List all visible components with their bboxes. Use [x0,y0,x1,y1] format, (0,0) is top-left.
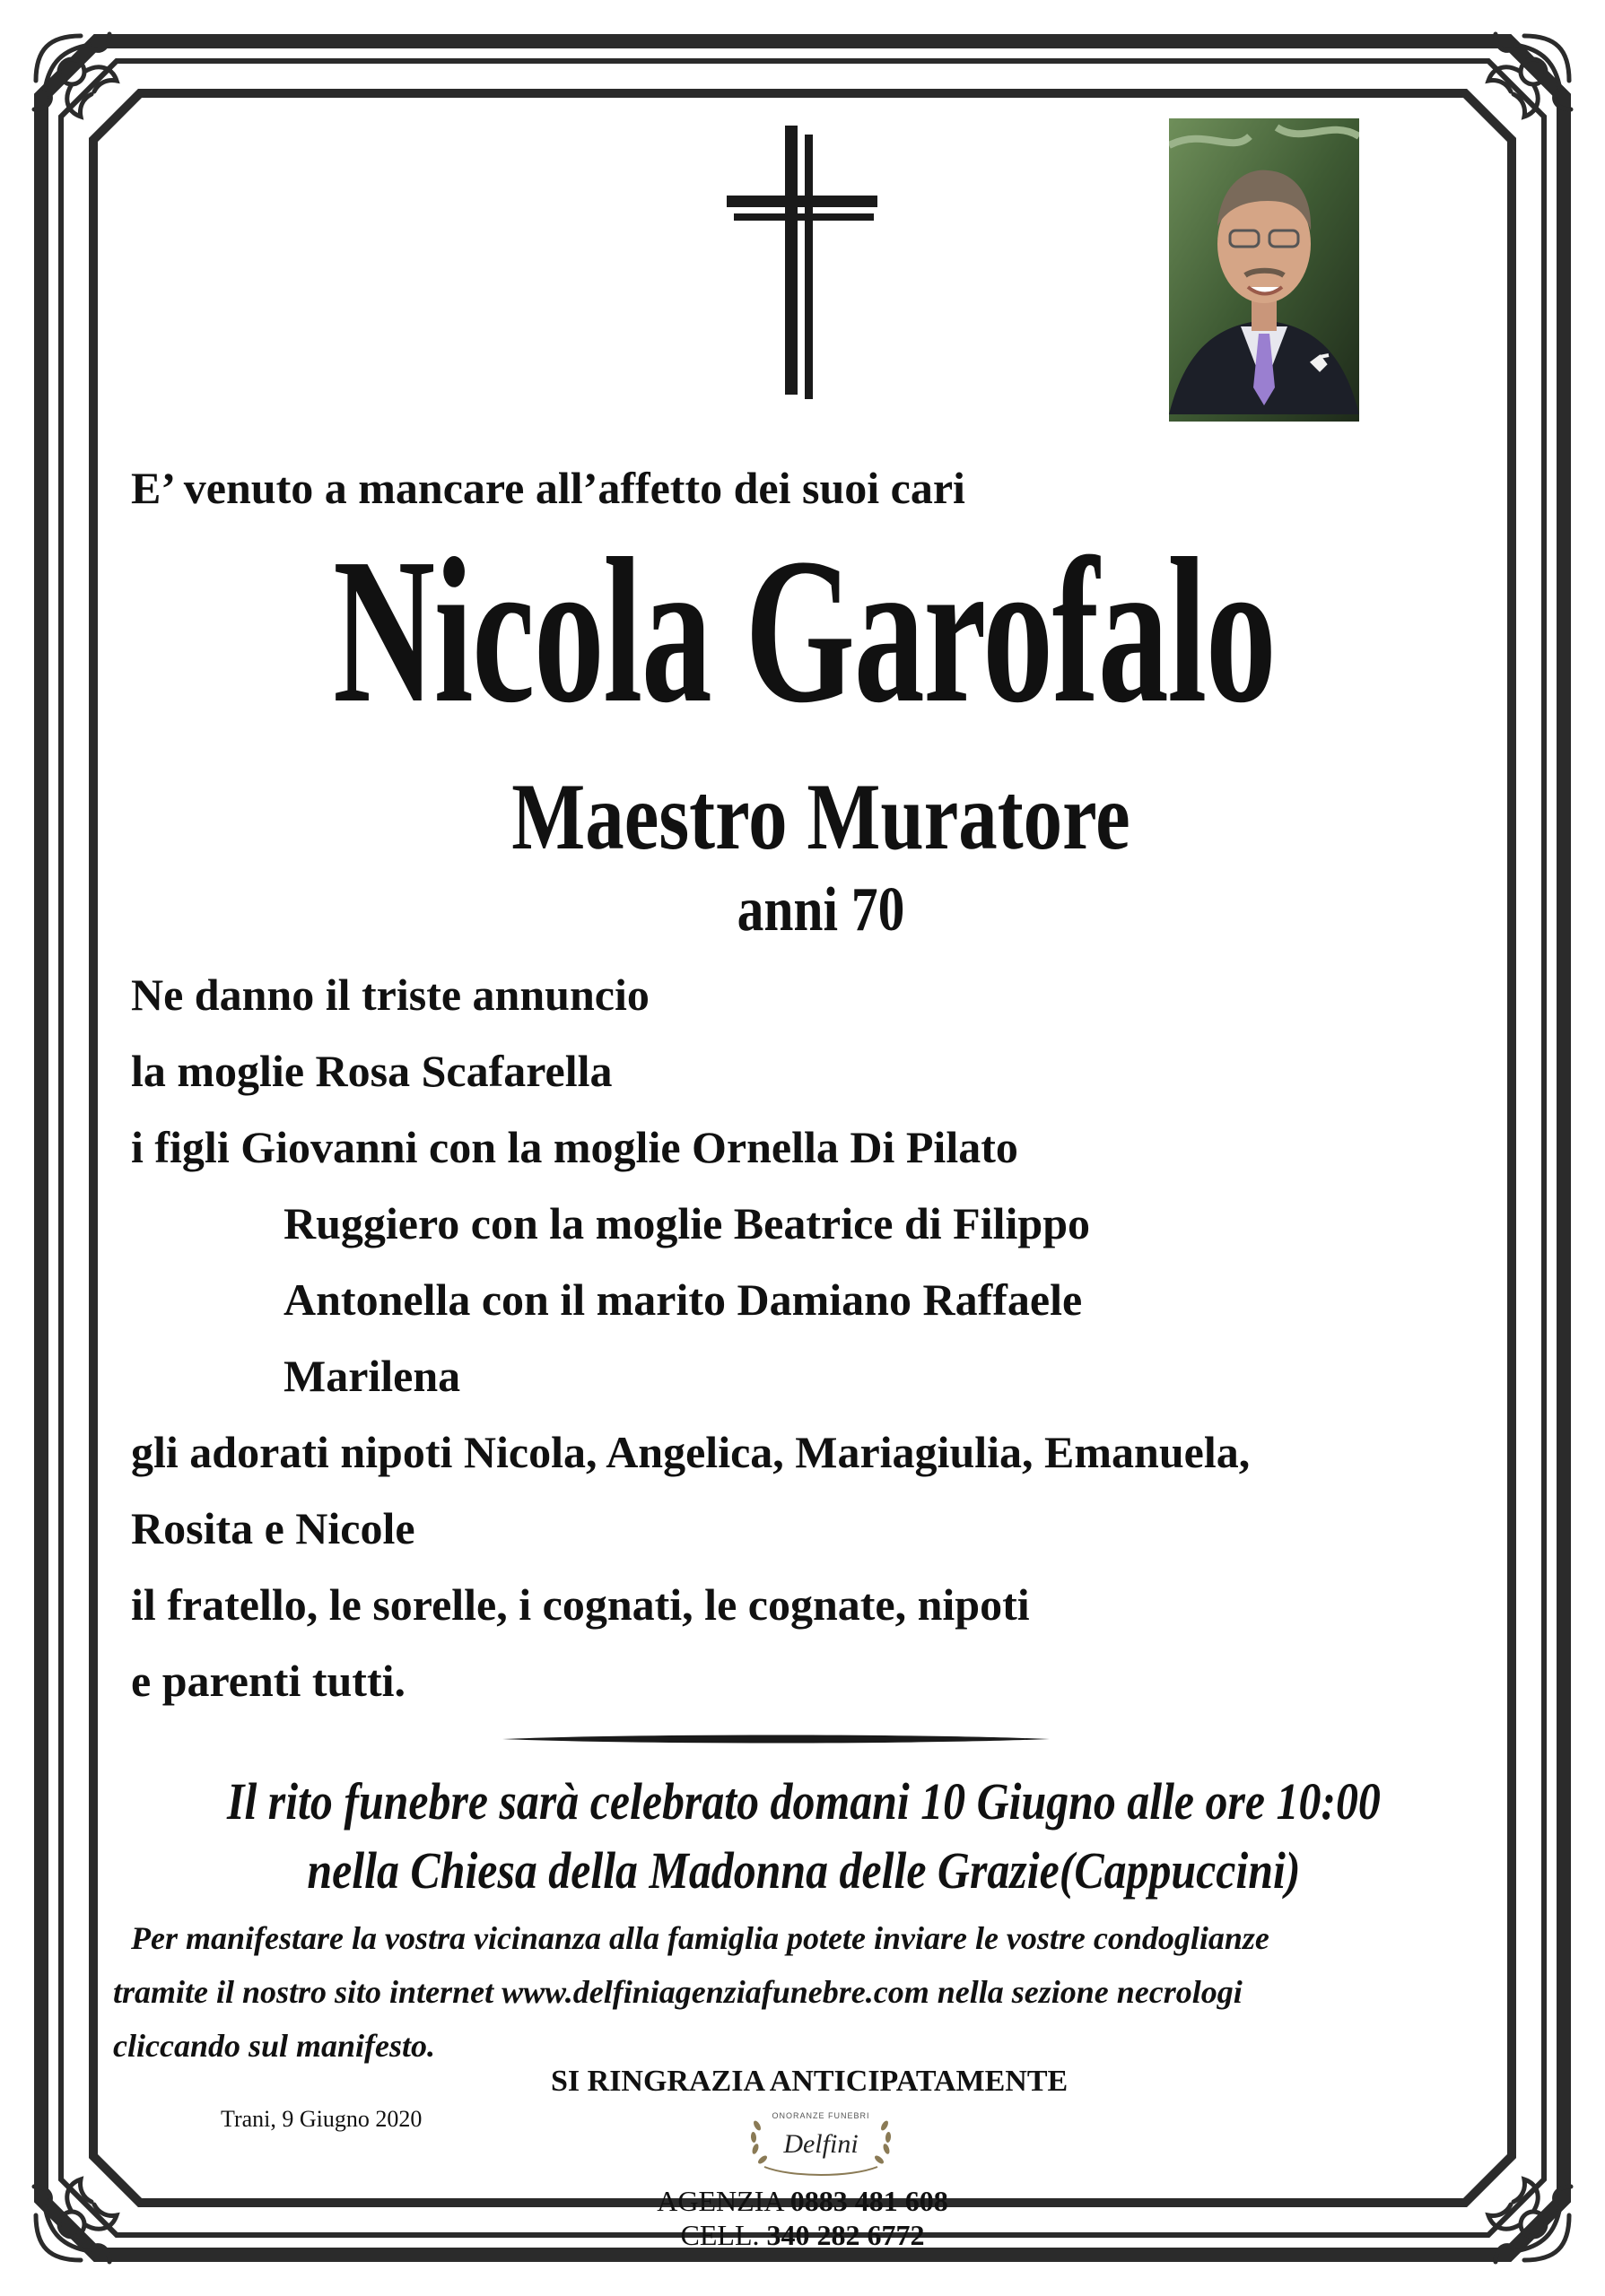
family-line: la moglie Rosa Scafarella [131,1046,613,1096]
logo-arc-text: ONORANZE FUNEBRI [772,2111,870,2120]
deceased-name: Nicola Garofalo [333,516,1276,746]
deceased-photo [1169,118,1359,422]
family-line: gli adorati nipoti Nicola, Angelica, Mariagiulia, Emanuela, [131,1427,1251,1477]
latin-cross-icon [721,126,883,399]
family-line: i figli Giovanni con la moglie Ornella Di Pilato [131,1122,1018,1172]
intro-text: E’ venuto a mancare all’affetto dei suoi cari [131,463,965,513]
funeral-rite-line: Il rito funebre sarà celebrato domani 10 Giugno alle ore 10:00 [227,1772,1381,1831]
ornament-corner-icon [27,27,144,144]
deceased-age: anni 70 [737,875,905,944]
agency-logo [737,2108,904,2179]
thanks-text: SI RINGRAZIA ANTICIPATAMENTE [551,2065,1069,2098]
agency-phone-number[interactable]: 0883 481 608 [789,2185,948,2217]
family-line: Ne danno il triste annuncio [131,970,650,1020]
family-line: Ruggiero con la moglie Beatrice di Filippo [283,1198,1090,1248]
family-line: Marilena [283,1351,461,1401]
divider-line [502,1733,1050,1745]
place-date: Trani, 9 Giugno 2020 [221,2106,423,2132]
ornament-corner-icon [1461,27,1578,144]
condolence-note-line: tramite il nostro sito internet www.delfiniagenziafunebre.com nella sezione necrologi [113,1974,1243,2010]
family-line: Rosita e Nicole [131,1503,415,1553]
family-line: il fratello, le sorelle, i cognati, le cognate, nipoti [131,1579,1030,1630]
condolence-note-line: cliccando sul manifesto. [113,2028,435,2064]
funeral-rite-line: nella Chiesa della Madonna delle Grazie(Cappuccini) [307,1841,1301,1900]
agency-phone [0,2185,1605,2218]
agency-phone-label: AGENZIA [657,2185,783,2217]
logo-name: Delfini [783,2129,859,2159]
agency-cell [0,2219,1605,2252]
condolence-note-line: Per manifestare la vostra vicinanza alla famiglia potete inviare le vostre condoglianze [131,1920,1269,1956]
family-line: Antonella con il marito Damiano Raffaele [283,1274,1083,1325]
family-line: e parenti tutti. [131,1656,406,1706]
deceased-occupation: Maestro Muratore [511,764,1130,869]
agency-cell-number[interactable]: 340 282 6772 [766,2219,925,2251]
agency-cell-label: CELL. [680,2219,760,2251]
